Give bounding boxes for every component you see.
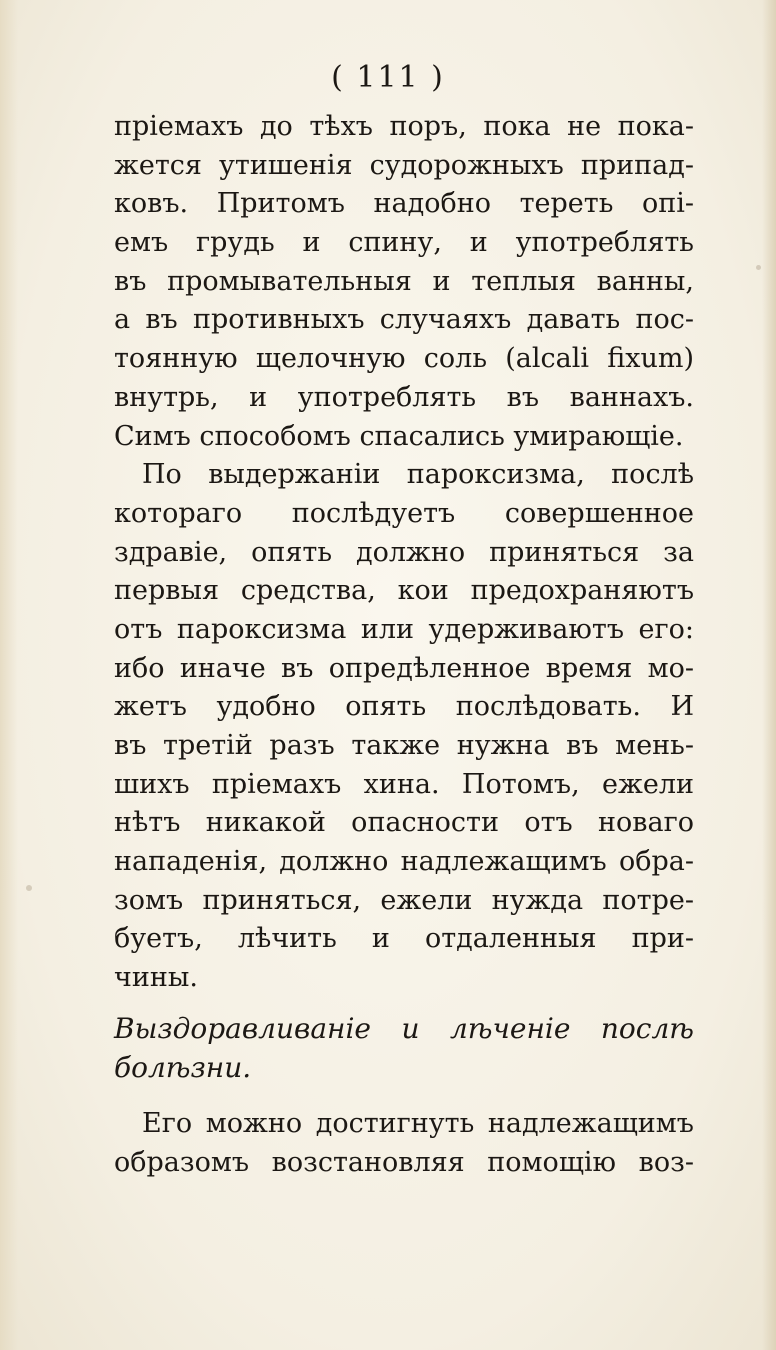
text-line: котораго послѣдуетъ совершенное (114, 497, 694, 529)
text-line: зомъ приняться, ежели нужда потре- (114, 884, 694, 916)
text-line: жется утишенія судорожныхъ припад- (114, 149, 694, 181)
page-number: ( 111 ) (331, 60, 445, 95)
text-line: образомъ возстановляя помощію воз- (114, 1146, 694, 1178)
text-line: внутрь, и употреблять въ ваннахъ. (114, 381, 694, 413)
text-line: Симъ способомъ спасались умирающіе. (114, 420, 684, 452)
text-line: въ промывательныя и теплыя ванны, (114, 265, 694, 297)
section-heading: болѣзни. (114, 1050, 252, 1084)
text-line: первыя средства, кои предохраняютъ (114, 575, 694, 607)
text-line: а въ противныхъ случаяхъ давать пос- (114, 304, 694, 336)
text-line: емъ грудь и спину, и употреблять (114, 227, 694, 259)
section-heading: Выздоравливаніе и лѣченіе послѣ (114, 1011, 694, 1045)
text-line: ковъ. Притомъ надобно тереть опі- (114, 188, 694, 220)
ink-spot (26, 885, 32, 891)
text-line: чины. (114, 962, 198, 994)
text-line: шихъ пріемахъ хина. Потомъ, ежели (114, 768, 694, 800)
text-line: тоянную щелочную соль (alcali fixum) (114, 343, 694, 375)
text-line: жетъ удобно опять послѣдовать. И (114, 691, 694, 723)
page-edge-left (0, 0, 18, 1350)
ink-spot (756, 265, 761, 270)
text-line: Его можно достигнуть надлежащимъ (142, 1108, 694, 1140)
text-line: въ третій разъ также нужна въ мень- (114, 730, 694, 761)
text-line: здравіе, опять должно приняться за (114, 536, 694, 568)
text-line: По выдержаніи пароксизма, послѣ (142, 459, 694, 491)
text-body (114, 108, 694, 1183)
text-line: буетъ, лѣчить и отдаленныя при- (114, 923, 694, 955)
text-line: отъ пароксизма или удерживаютъ его: (114, 613, 694, 645)
page-edge-right (762, 0, 776, 1350)
text-line: ибо иначе въ опредѣленное время мо- (114, 652, 694, 684)
text-line: нападенія, должно надлежащимъ обра- (114, 846, 694, 878)
text-line: пріемахъ до тѣхъ поръ, пока не пока- (114, 111, 694, 142)
text-line: нѣтъ никакой опасности отъ новаго (114, 807, 694, 839)
